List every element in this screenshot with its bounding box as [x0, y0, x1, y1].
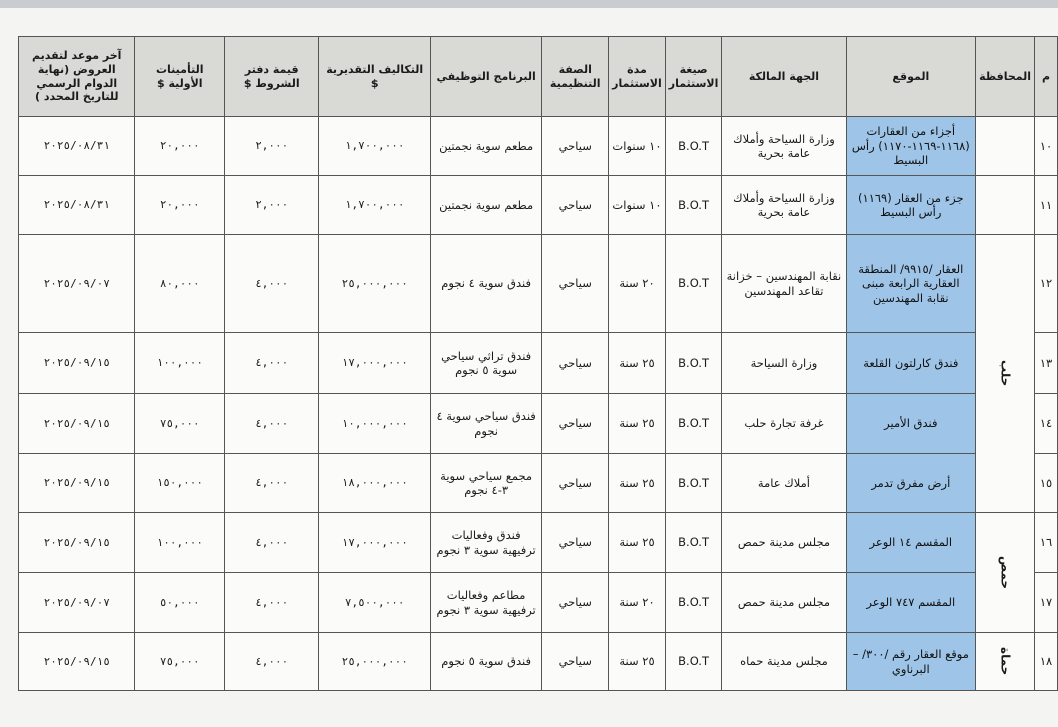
book-price-cell: ٢,٠٠٠ — [225, 117, 319, 176]
cost-cell: ٧,٥٠٠,٠٠٠ — [319, 573, 431, 633]
classification-cell: سياحي — [542, 513, 609, 573]
location-cell: فندق كارلتون القلعة — [846, 333, 976, 394]
table-header-row — [19, 37, 1058, 117]
classification-cell: سياحي — [542, 176, 609, 235]
table-row — [19, 235, 1058, 333]
governorate-cell-aleppo: حلب — [976, 235, 1035, 513]
table-row — [19, 633, 1058, 691]
row-num: ١٤ — [1035, 394, 1058, 454]
cost-cell: ١,٧٠٠,٠٠٠ — [319, 117, 431, 176]
row-num: ١١ — [1035, 176, 1058, 235]
deadline-cell: ٢٠٢٥/٠٨/٣١ — [19, 176, 135, 235]
location-cell: فندق الأمير — [846, 394, 976, 454]
governorate-cell-hama: حماة — [976, 633, 1035, 691]
deposit-cell: ١٥٠,٠٠٠ — [135, 454, 225, 513]
row-num: ١٠ — [1035, 117, 1058, 176]
location-cell: أجزاء من العقارات (١١٦٨-١١٦٩-١١٧٠) رأس البسيط — [846, 117, 976, 176]
formula-cell: B.O.T — [665, 117, 722, 176]
program-cell: مطعم سوية نجمتين — [430, 176, 541, 235]
header-duration: مدة الاستثمار — [609, 37, 666, 117]
tender-table — [18, 36, 1058, 691]
row-num: ١٨ — [1035, 633, 1058, 691]
duration-cell: ١٠ سنوات — [609, 176, 666, 235]
book-price-cell: ٤,٠٠٠ — [225, 333, 319, 394]
duration-cell: ٢٥ سنة — [609, 513, 666, 573]
owner-cell: غرفة تجارة حلب — [722, 394, 846, 454]
formula-cell: B.O.T — [665, 454, 722, 513]
book-price-cell: ٤,٠٠٠ — [225, 454, 319, 513]
header-formula: صيغة الاستثمار — [665, 37, 722, 117]
deposit-cell: ٧٥,٠٠٠ — [135, 633, 225, 691]
deadline-cell: ٢٠٢٥/٠٩/١٥ — [19, 333, 135, 394]
classification-cell: سياحي — [542, 633, 609, 691]
table-row — [19, 454, 1058, 513]
governorate-cell-empty — [976, 176, 1035, 235]
deposit-cell: ٢٠,٠٠٠ — [135, 176, 225, 235]
book-price-cell: ٤,٠٠٠ — [225, 513, 319, 573]
owner-cell: وزارة السياحة وأملاك عامة بحرية — [722, 117, 846, 176]
program-cell: فندق وفعاليات ترفيهية سوية ٣ نجوم — [430, 513, 541, 573]
header-location: الموقع — [846, 37, 976, 117]
table-row — [19, 176, 1058, 235]
deposit-cell: ١٠٠,٠٠٠ — [135, 513, 225, 573]
deadline-cell: ٢٠٢٥/٠٩/١٥ — [19, 513, 135, 573]
duration-cell: ١٠ سنوات — [609, 117, 666, 176]
book-price-cell: ٤,٠٠٠ — [225, 573, 319, 633]
deadline-cell: ٢٠٢٥/٠٩/٠٧ — [19, 235, 135, 333]
top-border-bar — [0, 0, 1058, 8]
cost-cell: ١٧,٠٠٠,٠٠٠ — [319, 333, 431, 394]
header-book-price: قيمة دفتر الشروط $ — [225, 37, 319, 117]
cost-cell: ١٨,٠٠٠,٠٠٠ — [319, 454, 431, 513]
location-cell: جزء من العقار (١١٦٩) رأس البسيط — [846, 176, 976, 235]
program-cell: مجمع سياحي سوية ٣-٤ نجوم — [430, 454, 541, 513]
duration-cell: ٢٥ سنة — [609, 394, 666, 454]
row-num: ١٢ — [1035, 235, 1058, 333]
cost-cell: ٢٥,٠٠٠,٠٠٠ — [319, 633, 431, 691]
duration-cell: ٢٠ سنة — [609, 573, 666, 633]
location-cell: المقسم ٧٤٧ الوعر — [846, 573, 976, 633]
formula-cell: B.O.T — [665, 176, 722, 235]
owner-cell: وزارة السياحة وأملاك عامة بحرية — [722, 176, 846, 235]
cost-cell: ١,٧٠٠,٠٠٠ — [319, 176, 431, 235]
classification-cell: سياحي — [542, 394, 609, 454]
program-cell: فندق سياحي سوية ٤ نجوم — [430, 394, 541, 454]
formula-cell: B.O.T — [665, 513, 722, 573]
deposit-cell: ٧٥,٠٠٠ — [135, 394, 225, 454]
header-program: البرنامج التوظيفي — [430, 37, 541, 117]
row-num: ١٣ — [1035, 333, 1058, 394]
program-cell: مطاعم وفعاليات ترفيهية سوية ٣ نجوم — [430, 573, 541, 633]
header-deadline: آخر موعد لتقديم العروض (نهاية الدوام الرسمي للتاريخ المحدد ) — [19, 37, 135, 117]
duration-cell: ٢٥ سنة — [609, 454, 666, 513]
duration-cell: ٢٠ سنة — [609, 235, 666, 333]
table-row — [19, 394, 1058, 454]
classification-cell: سياحي — [542, 573, 609, 633]
row-num: ١٦ — [1035, 513, 1058, 573]
book-price-cell: ٤,٠٠٠ — [225, 633, 319, 691]
tender-table-container — [18, 36, 1058, 691]
owner-cell: مجلس مدينة حمص — [722, 573, 846, 633]
deadline-cell: ٢٠٢٥/٠٩/١٥ — [19, 394, 135, 454]
cost-cell: ٢٥,٠٠٠,٠٠٠ — [319, 235, 431, 333]
deadline-cell: ٢٠٢٥/٠٩/١٥ — [19, 633, 135, 691]
location-cell: المقسم ١٤ الوعر — [846, 513, 976, 573]
header-deposit: التأمينات الأولية $ — [135, 37, 225, 117]
book-price-cell: ٢,٠٠٠ — [225, 176, 319, 235]
header-governorate: المحافظة — [976, 37, 1035, 117]
location-cell: أرض مفرق تدمر — [846, 454, 976, 513]
duration-cell: ٢٥ سنة — [609, 633, 666, 691]
location-cell: العقار /٩٩١٥/ المنطقة العقارية الرابعة مبنى نقابة المهندسين — [846, 235, 976, 333]
owner-cell: مجلس مدينة حمص — [722, 513, 846, 573]
book-price-cell: ٤,٠٠٠ — [225, 394, 319, 454]
owner-cell: أملاك عامة — [722, 454, 846, 513]
deposit-cell: ٥٠,٠٠٠ — [135, 573, 225, 633]
table-row — [19, 117, 1058, 176]
header-classification: الصفة التنظيمية — [542, 37, 609, 117]
table-row — [19, 333, 1058, 394]
formula-cell: B.O.T — [665, 573, 722, 633]
header-num: م — [1035, 37, 1058, 117]
duration-cell: ٢٥ سنة — [609, 333, 666, 394]
governorate-cell-empty — [976, 117, 1035, 176]
deposit-cell: ٨٠,٠٠٠ — [135, 235, 225, 333]
deadline-cell: ٢٠٢٥/٠٨/٣١ — [19, 117, 135, 176]
deposit-cell: ٢٠,٠٠٠ — [135, 117, 225, 176]
deadline-cell: ٢٠٢٥/٠٩/١٥ — [19, 454, 135, 513]
location-cell: موقع العقار رقم /٣٠٠/ – البرناوي — [846, 633, 976, 691]
formula-cell: B.O.T — [665, 235, 722, 333]
classification-cell: سياحي — [542, 235, 609, 333]
book-price-cell: ٤,٠٠٠ — [225, 235, 319, 333]
owner-cell: نقابة المهندسين – خزانة تقاعد المهندسين — [722, 235, 846, 333]
governorate-cell-homs: حمص — [976, 513, 1035, 633]
cost-cell: ١٧,٠٠٠,٠٠٠ — [319, 513, 431, 573]
header-owner: الجهة المالكة — [722, 37, 846, 117]
program-cell: فندق سوية ٤ نجوم — [430, 235, 541, 333]
program-cell: فندق سوية ٥ نجوم — [430, 633, 541, 691]
formula-cell: B.O.T — [665, 333, 722, 394]
cost-cell: ١٠,٠٠٠,٠٠٠ — [319, 394, 431, 454]
row-num: ١٧ — [1035, 573, 1058, 633]
formula-cell: B.O.T — [665, 394, 722, 454]
classification-cell: سياحي — [542, 333, 609, 394]
row-num: ١٥ — [1035, 454, 1058, 513]
program-cell: مطعم سوية نجمتين — [430, 117, 541, 176]
deposit-cell: ١٠٠,٠٠٠ — [135, 333, 225, 394]
owner-cell: وزارة السياحة — [722, 333, 846, 394]
header-cost: التكاليف التقديرية $ — [319, 37, 431, 117]
formula-cell: B.O.T — [665, 633, 722, 691]
owner-cell: مجلس مدينة حماه — [722, 633, 846, 691]
deadline-cell: ٢٠٢٥/٠٩/٠٧ — [19, 573, 135, 633]
table-row — [19, 573, 1058, 633]
classification-cell: سياحي — [542, 117, 609, 176]
classification-cell: سياحي — [542, 454, 609, 513]
table-row — [19, 513, 1058, 573]
program-cell: فندق تراثي سياحي سوية ٥ نجوم — [430, 333, 541, 394]
